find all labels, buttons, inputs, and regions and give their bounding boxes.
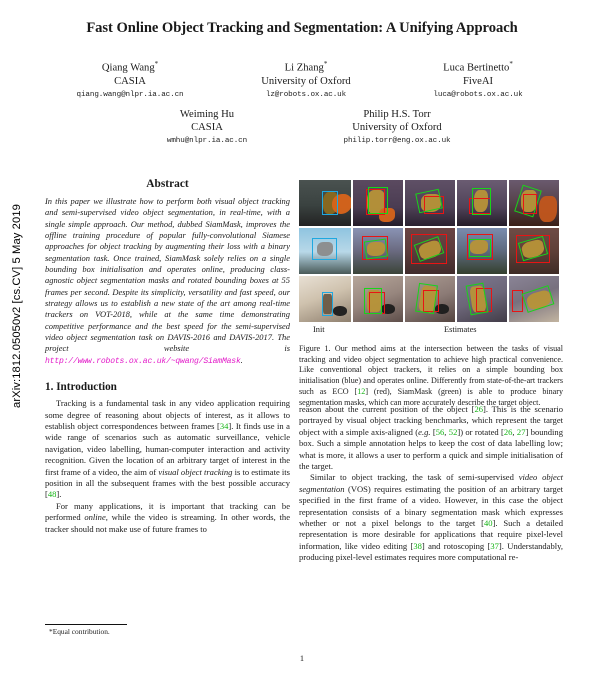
figure-tile xyxy=(457,180,507,226)
figure-tile xyxy=(457,276,507,322)
author-affiliation: University of Oxford xyxy=(261,75,351,87)
citation-link[interactable]: 26 xyxy=(474,404,484,414)
citation-link[interactable]: 12 xyxy=(357,386,366,396)
author-affiliation: FiveAI xyxy=(462,75,493,87)
citation-link[interactable]: 34 xyxy=(219,420,229,431)
author-name: Li Zhang* xyxy=(284,60,328,74)
citation-link[interactable]: 38 xyxy=(413,540,422,551)
author-email: lz@robots.ox.ac.uk xyxy=(265,90,347,99)
intro-paragraph-1: Tracking is a fundamental task in any video application requiring some degree of reasoning about objects of interest, as it allows to establish object correspondences between frames [34]. It finds use in a wide range of scenarios such as automatic surveillance, vehicle navigation, video labelling, human-computer interaction and activity recognition. Given the location of an arbitrary target of interest in the first frame of a video, the aim of visual object tracking is to estimate its position in all the subsequent frames with the best possible accuracy [48]. xyxy=(45,398,290,500)
figure-tile xyxy=(353,180,403,226)
author-email: qiang.wang@nlpr.ia.ac.cn xyxy=(76,90,184,99)
project-website-link[interactable]: http://www.robots.ox.ac.uk/~qwang/SiamMask xyxy=(45,356,241,366)
init-bounding-box xyxy=(312,238,337,260)
siammask-bounding-box xyxy=(472,188,491,215)
author-name: Weiming Hu xyxy=(179,108,235,120)
footnote-text: *Equal contribution. xyxy=(49,627,110,636)
figure-label-init: Init xyxy=(313,325,325,334)
figure-caption: Figure 1. Our method aims at the intersection between the tasks of visual tracking and video object segmentation to achieve high practical convenience. Like conventional object trackers, it relies on a simple bounding box initialisation (blue) and operates online. Differently from state-of-the-art trackers such as ECO [12] (red), SiamMask (green) is able to produce binary segmentation masks, which can more accurately describe the target object. xyxy=(299,344,563,407)
figure-tile xyxy=(405,180,455,226)
siammask-bounding-box xyxy=(364,288,382,314)
author-email: philip.torr@eng.ox.ac.uk xyxy=(343,136,451,145)
author-name: Luca Bertinetto* xyxy=(443,60,513,74)
siammask-bounding-box xyxy=(415,283,438,314)
abstract-heading: Abstract xyxy=(146,178,189,190)
figure-tile xyxy=(299,228,351,274)
siammask-bounding-box xyxy=(522,285,555,313)
figure-tile xyxy=(405,276,455,322)
eco-bounding-box xyxy=(523,194,537,214)
citation-link[interactable]: 48 xyxy=(47,489,57,500)
figure-tile xyxy=(405,228,455,274)
introduction-heading: 1. Introduction xyxy=(45,381,117,394)
figure-tile xyxy=(353,228,403,274)
init-bounding-box xyxy=(322,292,333,316)
abstract-text: In this paper we illustrate how to perform both visual object tracking and semi-supervised video object segmentation, in real-time, with a single simple approach. Our method, dubbed SiamMask, improves the offline training procedure of popular fully-convolutional Siamese approaches for object tracking by augmenting their loss with a binary segmentation task. Once trained, SiamMask solely relies on a single bounding box initialisation and operates online, producing class-agnostic object segmentation masks and rotated bounding boxes at 55 frames per second. Despite its simplicity, versatility and fast speed, our strategy allows us to establish a new state of the art among real-time trackers on VOT-2018, while at the same time demonstrating competitive performance and the best speed for the semi-supervised video object segmentation task on DAVIS-2016 and DAVIS-2017. The project website is http://www.robots.ox.ac.uk/~qwang/SiamMask. xyxy=(45,196,290,366)
author-affiliation: CASIA xyxy=(191,121,223,133)
arxiv-stamp: arXiv:1812.05050v2 [cs.CV] 5 May 2019 xyxy=(11,204,23,408)
init-bounding-box xyxy=(322,191,338,215)
author-email: wmhu@nlpr.ia.ac.cn xyxy=(166,136,248,145)
author-affiliation: University of Oxford xyxy=(352,121,442,133)
page-title: Fast Online Object Tracking and Segmentation: A Unifying Approach xyxy=(86,20,518,36)
figure-tile xyxy=(509,180,559,226)
figure-tile xyxy=(457,228,507,274)
page-number: 1 xyxy=(299,654,305,663)
author-row xyxy=(42,108,562,148)
author-affiliation: CASIA xyxy=(114,75,146,87)
equal-contribution-marker: * xyxy=(323,60,328,68)
citation-link[interactable]: 40 xyxy=(483,518,493,529)
figure-1 xyxy=(299,180,563,408)
citation-link[interactable]: 52 xyxy=(448,426,458,437)
right-paragraph-1: reason about the current position of the object [26]. This is the scenario portrayed by visual object tracking benchmarks, which represent the target object with a simple axis-aligned (e.g. [56, 52]) or rotated [26, 27] bounding box. Such a simple annotation helps to keep the cost of data labelling low; what is more, it allows a user to perform a quick and simple initialisation of the target. xyxy=(299,404,563,472)
equal-contribution-marker: * xyxy=(509,60,513,68)
right-column xyxy=(299,404,563,564)
citation-link[interactable]: 56 xyxy=(435,426,445,437)
citation-link[interactable]: 37 xyxy=(490,540,499,551)
figure-label-estimates: Estimates xyxy=(444,325,477,334)
author-block xyxy=(42,58,562,148)
author-name: Philip H.S. Torr xyxy=(363,108,431,120)
author-row xyxy=(42,58,562,102)
siammask-bounding-box xyxy=(469,239,491,257)
author-entry xyxy=(218,58,394,102)
citation-link[interactable]: 26 xyxy=(503,426,513,437)
figure-image-grid xyxy=(299,180,563,322)
author-entry xyxy=(394,58,562,102)
figure-tile xyxy=(353,276,403,322)
figure-tile xyxy=(509,228,559,274)
citation-link[interactable]: 27 xyxy=(516,426,526,437)
siammask-bounding-box xyxy=(364,239,388,260)
figure-column-labels xyxy=(299,323,563,339)
footnote-rule xyxy=(45,624,127,625)
author-entry xyxy=(112,108,302,148)
author-entry xyxy=(42,58,218,102)
author-entry xyxy=(302,108,492,148)
equal-contribution-marker: * xyxy=(154,60,159,68)
figure-tile xyxy=(299,276,351,322)
author-email: luca@robots.ox.ac.uk xyxy=(433,90,523,99)
figure-tile xyxy=(299,180,351,226)
intro-paragraph-2: For many applications, it is important that tracking can be performed online, while the video is streaming. In other words, the tracker should not make use of future frames to xyxy=(45,500,290,534)
right-paragraph-2: Similar to object tracking, the task of semi-supervised video object segmentation (VOS) requires estimating the position of an arbitrary target specified in the first frame of a video. However, in this case the object representation consists of a binary segmentation mask which expresses whether or not a pixel belongs to the target [40]. Such a detailed representation is more desirable for applications that require pixel-level information, like video editing [38] and rotoscoping [37]. Understandably, producing pixel-level estimates requires more computational re- xyxy=(299,472,563,563)
figure-tile xyxy=(509,276,559,322)
siammask-bounding-box xyxy=(368,187,388,214)
left-column xyxy=(45,178,290,535)
author-name: Qiang Wang* xyxy=(101,60,159,74)
